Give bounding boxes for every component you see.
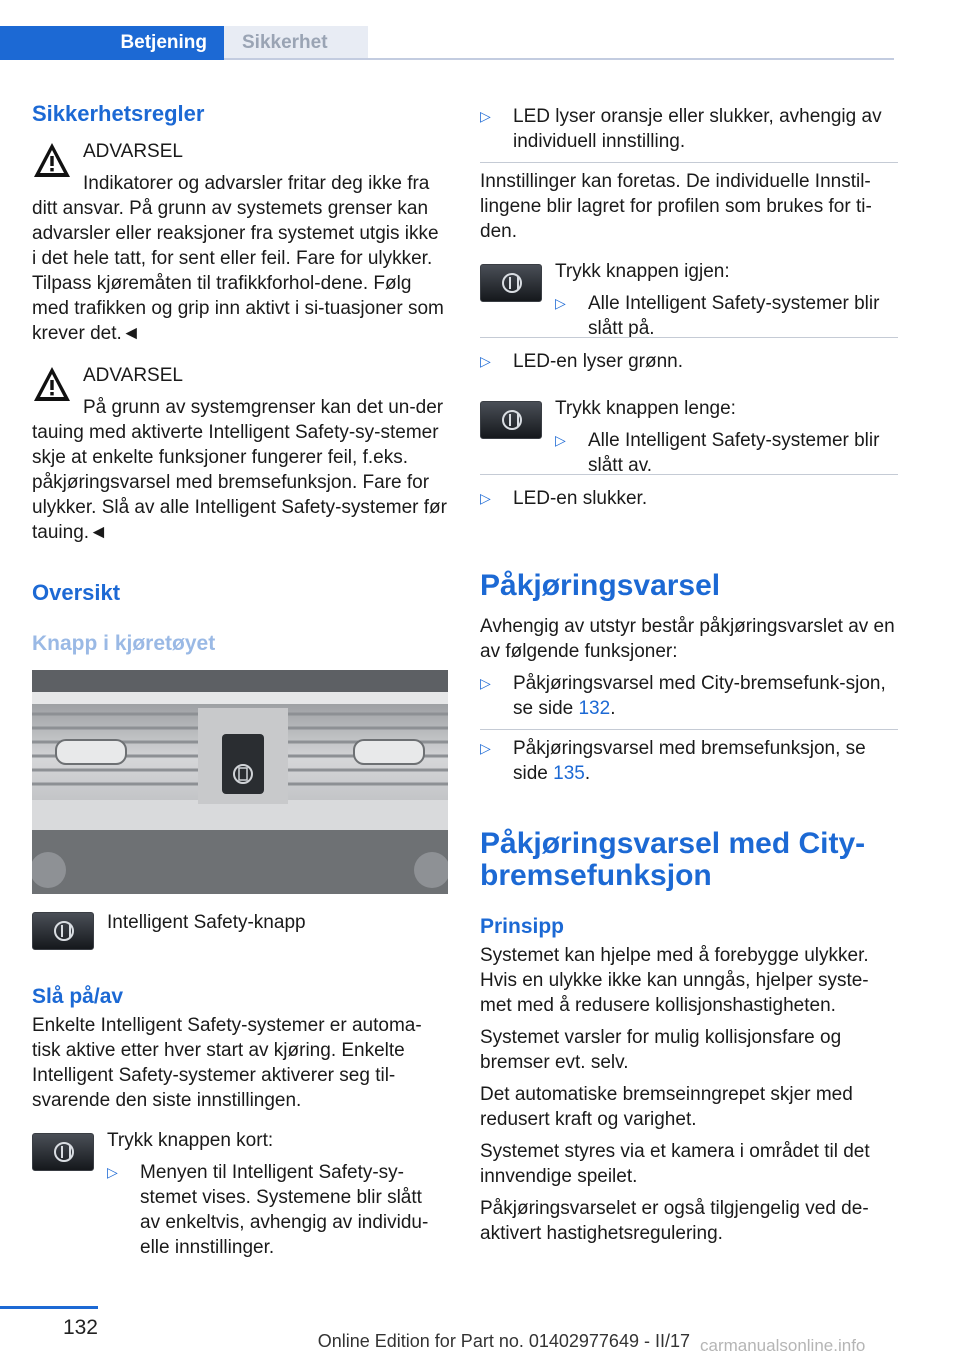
- list-item-text: Menyen til Intelligent Safety-sy-stemet vises. Systemene blir slått av enkeltvis, avhengig av individu-elle innstillinger.: [140, 1162, 429, 1258]
- divider: [480, 474, 898, 475]
- triangle-right-icon: ▷: [480, 108, 491, 124]
- press-short-block: [107, 1128, 447, 1260]
- intelligent-safety-button-icon: [480, 401, 542, 439]
- press-short-label: Trykk knappen kort:: [107, 1130, 274, 1151]
- left-column: [32, 100, 448, 657]
- principle-text-3: Det automatiske bremseinngrepet skjer med redusert kraft og varighet.: [480, 1084, 853, 1130]
- divider: [480, 337, 898, 338]
- list-item-text: .: [610, 698, 616, 719]
- list-item: [480, 349, 898, 374]
- heading-collision-warning: Påkjøringsvarsel: [480, 569, 721, 602]
- warning-label: ADVARSEL: [83, 365, 183, 386]
- intelligent-safety-button-icon: [480, 264, 542, 302]
- press-again-block: [555, 259, 898, 341]
- warning-triangle-icon: [32, 141, 72, 179]
- principle-text-5: Påkjøringsvarselet er også tilgjengelig ved de-aktivert hastighetsregulering.: [480, 1198, 869, 1244]
- right-column: [480, 104, 898, 244]
- triangle-right-icon: ▷: [480, 490, 491, 506]
- button-caption: Intelligent Safety-knapp: [107, 912, 306, 933]
- list-item: [555, 428, 898, 478]
- heading-on-off: Slå på/av: [32, 985, 124, 1008]
- list-item: [480, 486, 898, 511]
- edition-text: Online Edition for Part no. 01402977649 - II/17: [317, 1331, 690, 1351]
- list-item: [480, 104, 898, 154]
- led-off-block: [480, 474, 898, 511]
- page-number: 132: [62, 1316, 98, 1339]
- dashboard-photo: [32, 670, 448, 894]
- list-item: [480, 671, 898, 721]
- list-item-text: LED-en lyser grønn.: [513, 351, 684, 372]
- page-header: [0, 0, 960, 62]
- list-item-text: LED-en slukker.: [513, 488, 648, 509]
- press-again-label: Trykk knappen igjen:: [555, 261, 730, 282]
- press-long-label: Trykk knappen lenge:: [555, 398, 736, 419]
- heading-safety-rules: Sikkerhetsregler: [32, 101, 205, 126]
- header-divider: [224, 58, 894, 60]
- warning-block-2: [32, 363, 448, 545]
- heading-city-brake: Påkjøringsvarsel med City-bremsefunksjon: [480, 827, 866, 892]
- triangle-right-icon: ▷: [480, 675, 491, 691]
- page-link-132[interactable]: 132: [578, 698, 611, 719]
- settings-text: Innstillinger kan foretas. De individuelle Innstil-lingene blir lagret for profilen som brukes for ti-den.: [480, 171, 872, 242]
- page-link-135[interactable]: 135: [553, 763, 585, 784]
- warning-triangle-icon: [32, 365, 72, 403]
- intelligent-safety-button-icon: [32, 1133, 94, 1171]
- footer-accent-line: [0, 1306, 98, 1309]
- list-item-text: .: [584, 763, 591, 784]
- principle-text-1: Systemet kan hjelpe med å forebygge ulykker. Hvis en ulykke ikke kan unngås, hjelper syste-met med å redusere kollisjonshastigheten.: [480, 945, 869, 1016]
- intelligent-safety-button-icon: [32, 912, 94, 950]
- heading-overview: Oversikt: [32, 580, 121, 605]
- warning-block-1: [32, 139, 448, 346]
- section-collision-warning: [480, 570, 898, 786]
- list-item: [107, 1160, 447, 1260]
- tab-sikkerhet[interactable]: Sikkerhet: [224, 26, 368, 60]
- list-item: [480, 736, 898, 786]
- tab-betjening[interactable]: Betjening: [0, 26, 224, 60]
- list-item-text: LED lyser oransje eller slukker, avhengig av individuell innstilling.: [513, 106, 882, 152]
- list-item-text: Alle Intelligent Safety-systemer blir slått av.: [588, 430, 880, 476]
- collision-intro: Avhengig av utstyr består påkjøringsvarslet av en av følgende funksjoner:: [480, 616, 895, 662]
- warning-text: På grunn av systemgrenser kan det un-der tauing med aktiverte Intelligent Safety-sy-stemer skje at enkelte funksjoner fungerer feil, f.eks. påkjøringsvarsel med bremsefunksjon. Fare for ulykker. Slå av alle Intelligent Safety-systemer før tauing.◄: [32, 397, 447, 543]
- triangle-right-icon: ▷: [555, 432, 566, 448]
- led-green-block: [480, 337, 898, 374]
- triangle-right-icon: ▷: [480, 740, 491, 756]
- list-item-text: Alle Intelligent Safety-systemer blir slått på.: [588, 293, 880, 339]
- heading-button-in-vehicle: Knapp i kjøretøyet: [32, 632, 216, 655]
- triangle-right-icon: ▷: [480, 353, 491, 369]
- watermark: carmanualsonline.info: [700, 1336, 866, 1355]
- warning-text: Indikatorer og advarsler fritar deg ikke fra ditt ansvar. På grunn av systemets grenser kan advarsler eller reaksjoner fra systemet utgis ikke i det hele tatt, for sent eller feil. Fare for ulykker. Tilpass kjøremåten til trafikkforhol-dene. Følg med trafikken og grip inn aktivt i si-tuasjoner som krever det.◄: [32, 173, 444, 344]
- principle-text-4: Systemet styres via et kamera i området til det innvendige speilet.: [480, 1141, 870, 1187]
- air-vent-illustration: [32, 670, 448, 894]
- list-item: [555, 291, 898, 341]
- triangle-right-icon: ▷: [555, 295, 566, 311]
- list-item-text: Påkjøringsvarsel med bremsefunksjon, se side: [513, 738, 866, 784]
- section-on-off: [32, 984, 448, 1113]
- warning-label: ADVARSEL: [83, 141, 183, 162]
- triangle-right-icon: ▷: [107, 1164, 118, 1180]
- divider: [480, 162, 898, 163]
- section-city-brake: [480, 828, 898, 1246]
- press-long-block: [555, 396, 898, 478]
- on-off-text: Enkelte Intelligent Safety-systemer er automa-tisk aktive etter hver start av kjøring. Enkelte Intelligent Safety-systemer aktiverer seg til-svarende den siste innstillingen.: [32, 1015, 422, 1111]
- principle-text-2: Systemet varsler for mulig kollisjonsfare og bremser evt. selv.: [480, 1027, 842, 1073]
- heading-principle: Prinsipp: [480, 915, 565, 938]
- divider: [480, 729, 898, 730]
- list-item-text: Påkjøringsvarsel med City-bremsefunk-sjon, se side: [513, 673, 886, 719]
